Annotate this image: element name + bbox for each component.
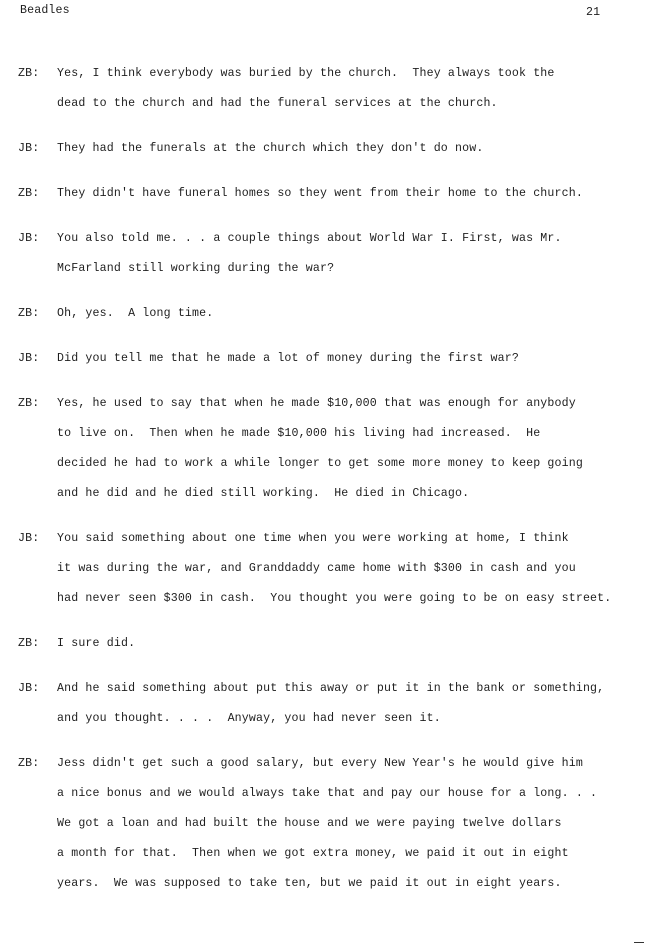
transcript-line: I sure did. <box>57 637 136 650</box>
transcript-line: and he did and he died still working. He died in Chicago. <box>57 487 470 500</box>
transcript-line: Oh, yes. A long time. <box>57 307 214 320</box>
transcript-line: it was during the war, and Granddaddy came home with $300 in cash and you <box>57 562 576 575</box>
speaker-label: JB: <box>18 232 40 245</box>
speaker-label: JB: <box>18 352 40 365</box>
transcript-line: years. We was supposed to take ten, but we paid it out in eight years. <box>57 877 562 890</box>
page-number: 21 <box>586 6 601 19</box>
transcript-line: Yes, he used to say that when he made $10,000 that was enough for anybody <box>57 397 576 410</box>
transcript-line: had never seen $300 in cash. You thought you were going to be on easy street. <box>57 592 612 605</box>
transcript-line: Did you tell me that he made a lot of money during the first war? <box>57 352 519 365</box>
transcript-line: And he said something about put this away or put it in the bank or something, <box>57 682 605 695</box>
speaker-label: ZB: <box>18 637 40 650</box>
speaker-label: ZB: <box>18 187 40 200</box>
transcript-line: You said something about one time when you were working at home, I think <box>57 532 569 545</box>
page-edge-mark <box>634 942 644 943</box>
transcript-line: They didn't have funeral homes so they went from their home to the church. <box>57 187 583 200</box>
transcript-line: and you thought. . . . Anyway, you had never seen it. <box>57 712 441 725</box>
speaker-label: JB: <box>18 142 40 155</box>
speaker-label: ZB: <box>18 307 40 320</box>
transcript-line: They had the funerals at the church which they don't do now. <box>57 142 484 155</box>
transcript-line: Yes, I think everybody was buried by the church. They always took the <box>57 67 555 80</box>
transcript-line: to live on. Then when he made $10,000 his living had increased. He <box>57 427 541 440</box>
speaker-label: ZB: <box>18 67 40 80</box>
speaker-label: ZB: <box>18 757 40 770</box>
transcript-line: a nice bonus and we would always take that and pay our house for a long. . . <box>57 787 598 800</box>
transcript-line: decided he had to work a while longer to get some more money to keep going <box>57 457 583 470</box>
speaker-label: ZB: <box>18 397 40 410</box>
transcript-line: Jess didn't get such a good salary, but every New Year's he would give him <box>57 757 583 770</box>
transcript-line: dead to the church and had the funeral services at the church. <box>57 97 498 110</box>
transcript-line: We got a loan and had built the house and we were paying twelve dollars <box>57 817 562 830</box>
speaker-label: JB: <box>18 532 40 545</box>
transcript-line: McFarland still working during the war? <box>57 262 335 275</box>
transcript-line: You also told me. . . a couple things about World War I. First, was Mr. <box>57 232 562 245</box>
header-name: Beadles <box>20 4 70 17</box>
transcript-line: a month for that. Then when we got extra money, we paid it out in eight <box>57 847 569 860</box>
speaker-label: JB: <box>18 682 40 695</box>
